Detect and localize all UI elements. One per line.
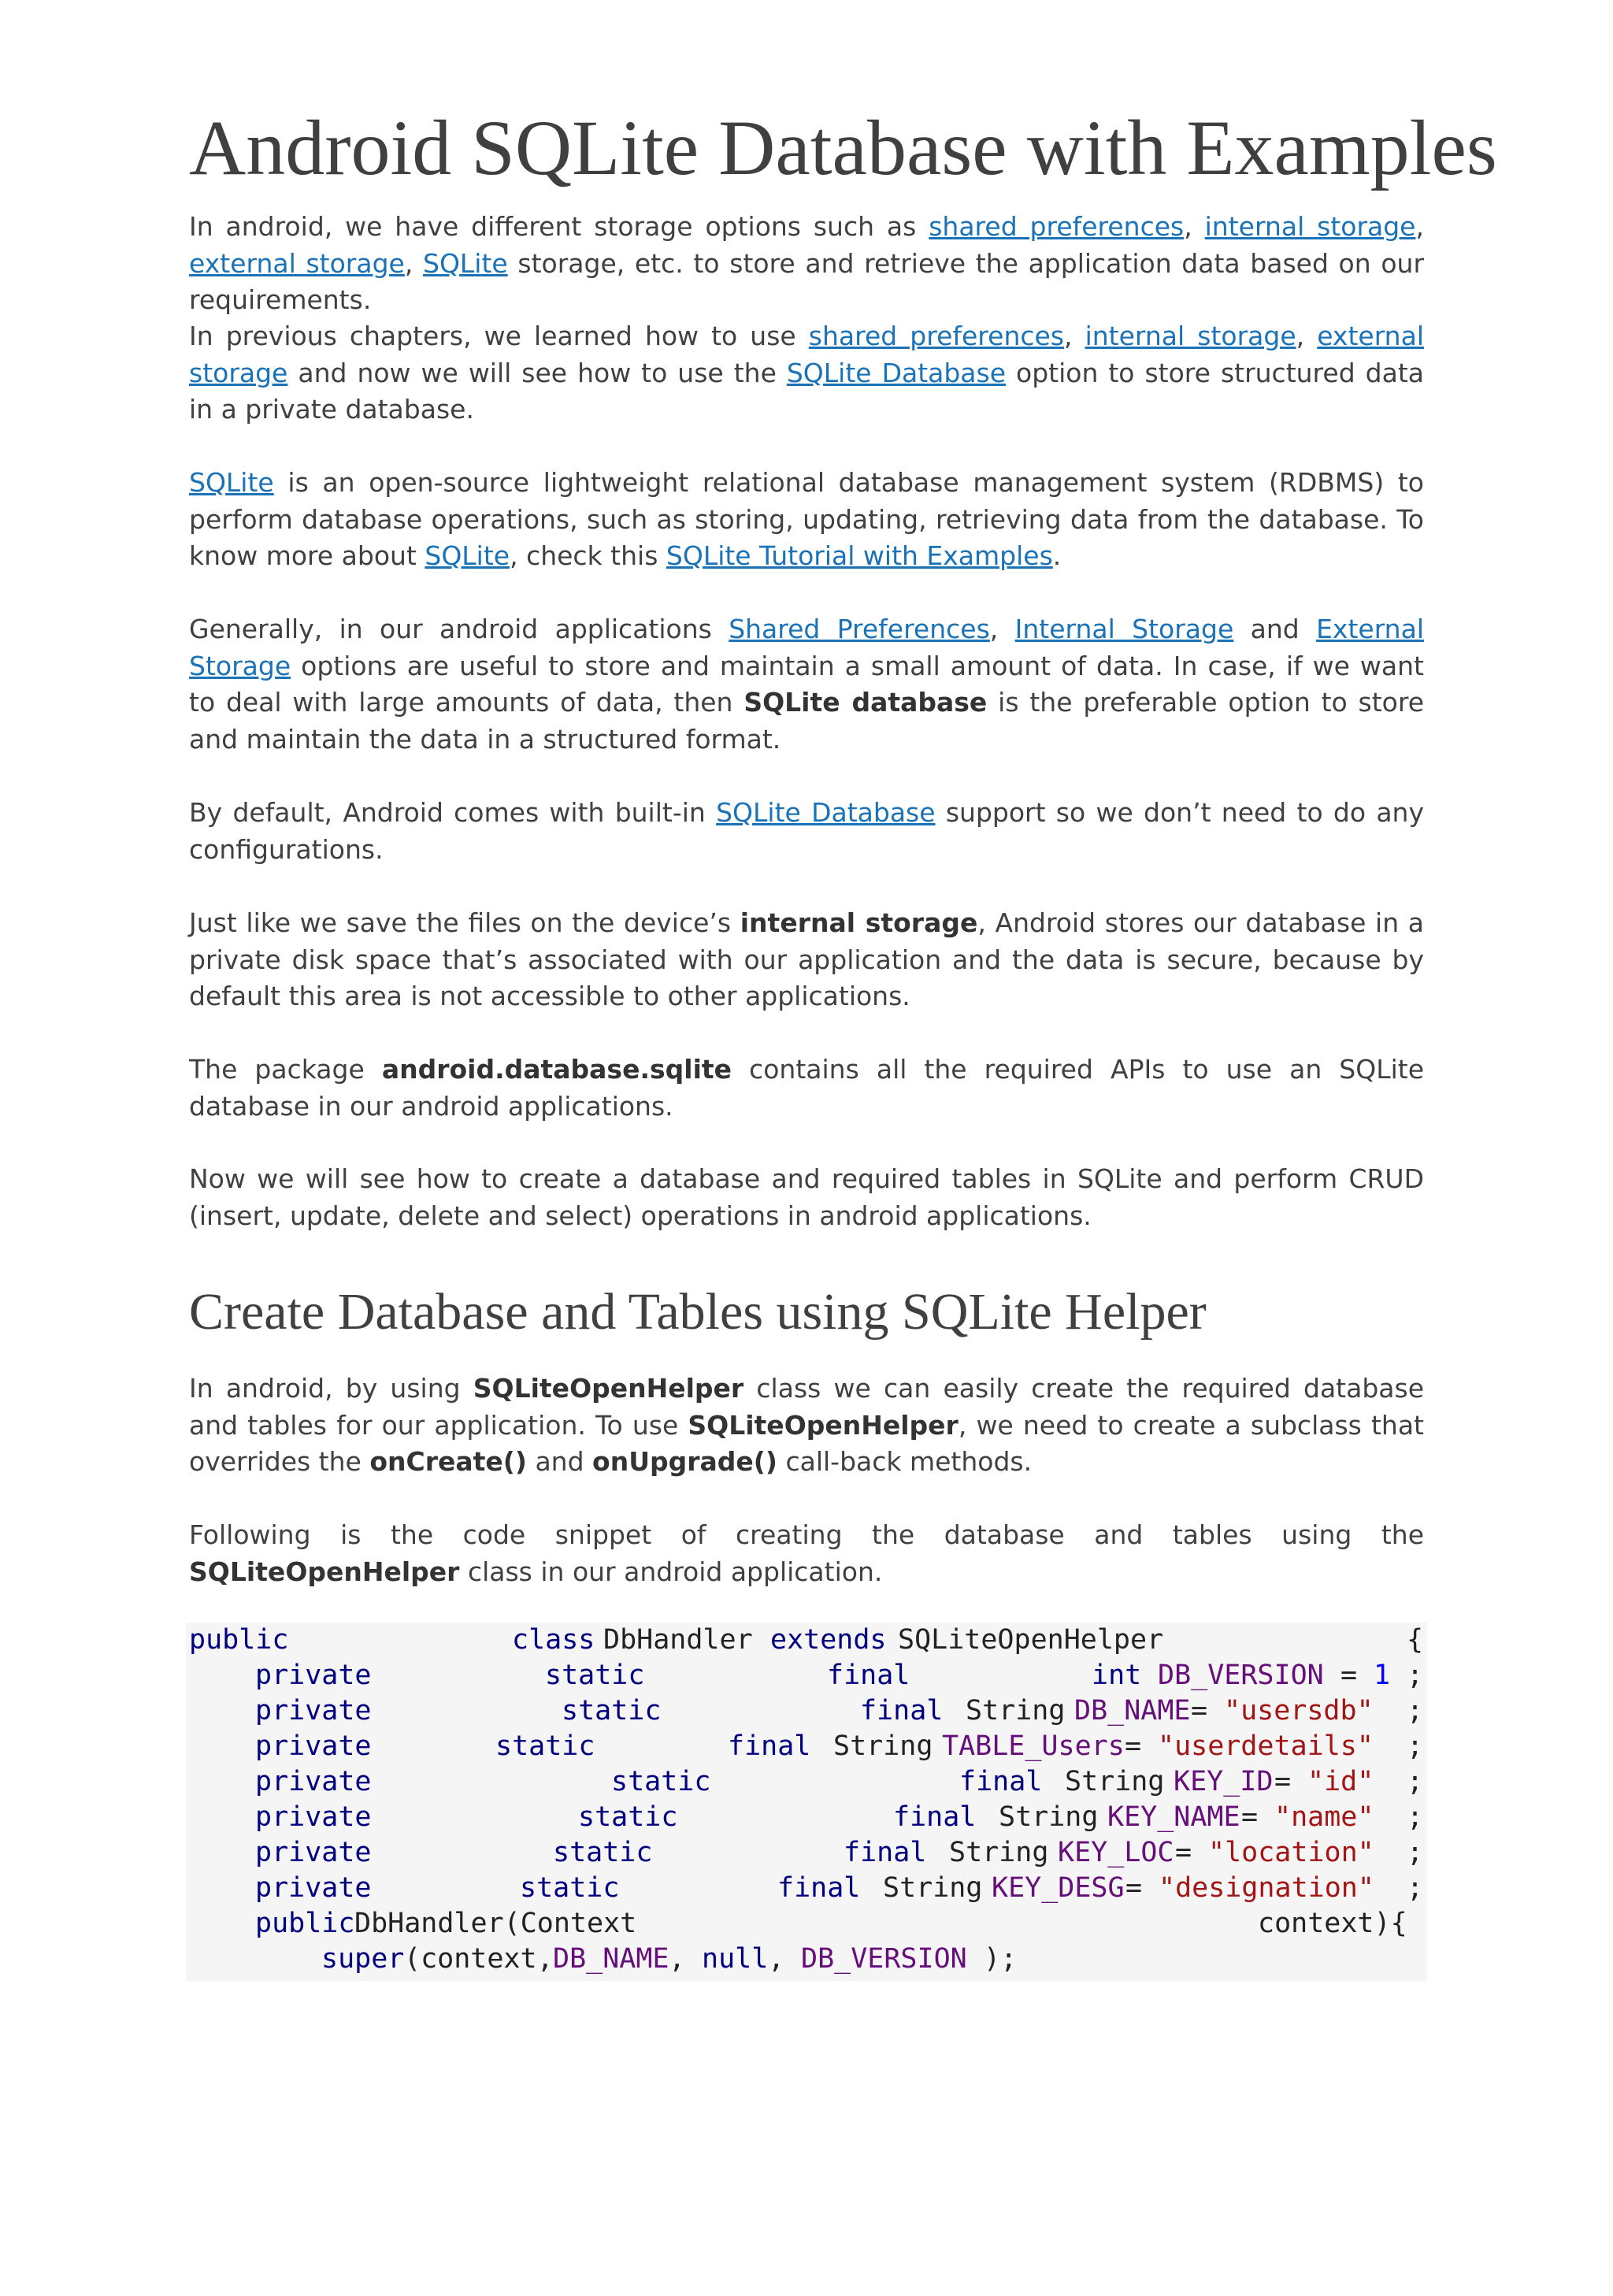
code-line: private static final int DB_VERSION = 1 ; (255, 1660, 1424, 1691)
code-line: private static final String TABLE_Users = "userdetails" ; (255, 1730, 1424, 1762)
section-heading: Create Database and Tables using SQLite Helper (189, 1283, 1207, 1341)
link-internal-storage[interactable]: internal storage (1204, 211, 1416, 242)
intro-paragraph-5: By default, Android comes with built-in SQLite Database support so we don’t need to do any configurations. (189, 797, 1424, 865)
code-line: super (context, DB_NAME , null , DB_VERSION ); (321, 1943, 1018, 1975)
link-shared-preferences[interactable]: shared preferences (929, 211, 1185, 242)
code-line: private static final String KEY_ID = "id" ; (255, 1766, 1424, 1797)
link-shared-preferences[interactable]: shared preferences (808, 321, 1065, 351)
intro-paragraph-4: Generally, in our android applications Shared Preferences, Internal Storage and External Storage options are useful to store and maintain a small amount of data. In case, if we want to deal with large amounts of data, then SQLite database is the preferable option to store and maintain the data in a structured format. (189, 614, 1424, 755)
link-sqlite[interactable]: SQLite (423, 247, 508, 279)
link-shared-preferences[interactable]: Shared Preferences (729, 614, 990, 644)
link-sqlite-tutorial[interactable]: SQLite Tutorial with Examples (666, 540, 1053, 571)
section-paragraph-1: In android, by using SQLiteOpenHelper class we can easily create the required database and tables for our application. To use SQLiteOpenHelper, we need to create a subclass that overrides the onCreate() and onUpgrade() call-back methods. (189, 1373, 1424, 1477)
link-sqlite-database[interactable]: SQLite Database (786, 357, 1007, 388)
intro-paragraph-7: The package android.database.sqlite contains all the required APIs to use an SQLite database in our android applications. (189, 1054, 1425, 1122)
page-title: Android SQLite Database with Examples (189, 104, 1497, 191)
link-sqlite[interactable]: SQLite (189, 467, 274, 498)
code-line: private static final String KEY_LOC = "location" ; (255, 1837, 1424, 1868)
link-sqlite-database[interactable]: SQLite Database (716, 797, 936, 828)
intro-paragraph-3: SQLite is an open-source lightweight relational database management system (RDBMS) to perform database operations, such as storing, updating, retrieving data from the database. To know more about SQLite, check this SQLite Tutorial with Examples. (189, 467, 1424, 571)
code-line: public DbHandler(Context context){ (255, 1908, 1407, 1939)
code-line: private static final String KEY_DESG = "designation" ; (255, 1872, 1424, 1904)
code-block (186, 1623, 1427, 1981)
intro-paragraph-2: In previous chapters, we learned how to use shared preferences, internal storage, external storage and now we will see how to use the SQLite Database option to store structured data in a private database. (189, 321, 1424, 425)
code-line: public class DbHandler extends SQLiteOpenHelper { (189, 1624, 1424, 1656)
code-line: private static final String KEY_NAME = "name" ; (255, 1801, 1424, 1833)
section-paragraph-2: Following is the code snippet of creating the database and tables using the SQLiteOpenHelper class in our android application. (189, 1519, 1424, 1587)
intro-paragraph-1: In android, we have different storage options such as shared preferences, internal storage, external storage, SQLite storage, etc. to store and retrieve the application data based on our requirements. (189, 211, 1425, 315)
link-external-storage[interactable]: External Storage (189, 614, 1424, 681)
code-line: private static final String DB_NAME = "usersdb" ; (255, 1695, 1424, 1727)
link-external-storage[interactable]: external storage (189, 321, 1424, 388)
link-external-storage[interactable]: external storage (189, 247, 405, 279)
intro-paragraph-6: Just like we save the files on the device’s internal storage, Android stores our database in a private disk space that’s associated with our application and the data is secure, because by default this area is not accessible to other applications. (189, 907, 1425, 1011)
link-internal-storage[interactable]: Internal Storage (1014, 614, 1234, 644)
link-internal-storage[interactable]: internal storage (1085, 321, 1296, 351)
intro-paragraph-8: Now we will see how to create a database and required tables in SQLite and perform CRUD (insert, update, delete and select) operations in android applications. (189, 1163, 1424, 1231)
link-sqlite[interactable]: SQLite (425, 540, 510, 571)
